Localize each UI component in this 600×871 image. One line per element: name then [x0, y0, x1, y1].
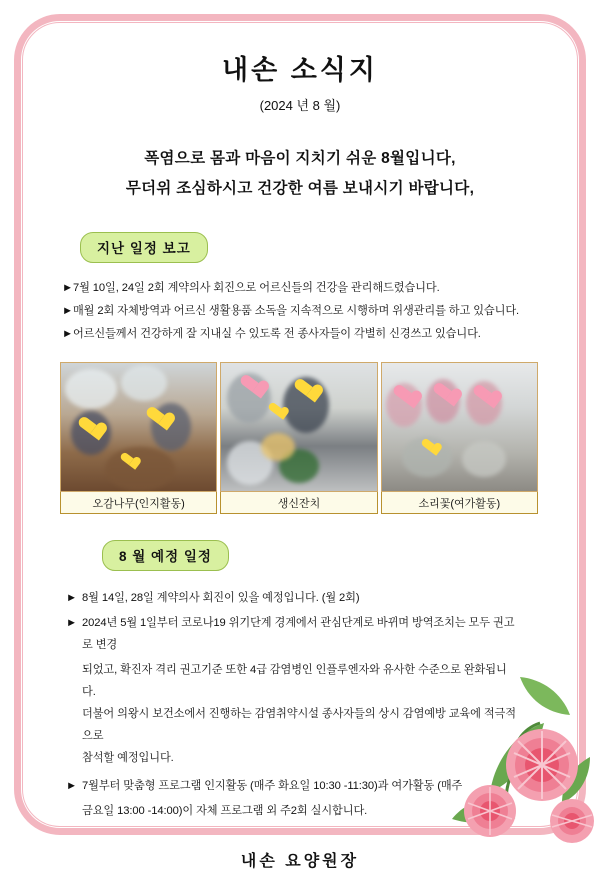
- page-subtitle: (2024 년 8 월): [259, 98, 341, 113]
- bullet-marker: ►: [66, 780, 77, 792]
- plan-item-2-sub-1: 되었고, 확진자 격리 권고기준 또한 4급 감염병인 인플루엔자와 유사한 수준으로 완화됩니다.: [82, 664, 507, 698]
- photo-caption-2: 생신잔치: [220, 492, 377, 514]
- section-badge-august-plan: 8 월 예정 일정: [102, 540, 229, 571]
- activity-photo-1: [60, 362, 217, 492]
- bullet-marker: ►: [66, 592, 77, 604]
- list-item: [66, 775, 516, 797]
- past-item-text-3: ►어르신들께서 건강하게 잘 지내실 수 있도록 전 종사자들이 각별히 신경쓰고 있습니다.: [62, 328, 481, 340]
- past-schedule-list: [62, 277, 560, 346]
- intro-paragraph: [40, 144, 560, 204]
- plan-item-text-2: 2024년 5월 1일부터 코로나19 위기단계 경계에서 관심단계로 바뀌며 방역조치는 모두 권고로 변경: [82, 617, 515, 651]
- plan-item-3-sub-1: 금요일 13:00 -14:00)이 자체 프로그램 외 주2회 실시합니다.: [82, 805, 368, 817]
- plan-item-text-3: 7월부터 맞춤형 프로그램 인지활동 (매주 화요일 10:30 -11:30)과 여가활동 (매주: [82, 780, 463, 792]
- list-item: [62, 323, 560, 346]
- section-badge-past-schedule: 지난 일정 보고: [80, 232, 208, 263]
- list-item: [62, 300, 560, 323]
- photo-gallery: [60, 362, 538, 514]
- photo-caption-1: 오감나무(인지활동): [60, 492, 217, 514]
- page-title: 내손 소식지: [222, 55, 378, 85]
- photo-cell-1: [60, 362, 217, 514]
- list-item: [66, 587, 516, 609]
- photo-cell-2: [220, 362, 377, 514]
- photo-cell-3: [381, 362, 538, 514]
- list-item: [66, 612, 516, 656]
- list-item: [62, 277, 560, 300]
- activity-photo-3: [381, 362, 538, 492]
- past-item-text-2: ►매월 2회 자체방역과 어르신 생활용품 소독을 지속적으로 시행하며 위생관리를 하고 있습니다.: [62, 305, 520, 317]
- activity-photo-2: [220, 362, 377, 492]
- august-plan-list: [66, 587, 516, 822]
- past-item-text-1: ►7월 10일, 24일 2회 계약의사 회진으로 어르신들의 건강을 관리해드렸습니다.: [62, 282, 440, 294]
- photo-caption-3: 소리꽃(여가활동): [381, 492, 538, 514]
- plan-item-2-sub-2: 더불어 의왕시 보건소에서 진행하는 감염취약시설 종사자들의 상시 감염예방 교육에 적극적으로: [82, 708, 516, 742]
- signature-line: 내손 요양원장: [240, 853, 360, 870]
- bullet-marker: ►: [66, 617, 77, 629]
- intro-line-2: 무더위 조심하시고 건강한 여름 보내시기 바랍니다,: [125, 180, 475, 197]
- intro-line-1: 폭염으로 몸과 마음이 지치기 쉬운 8월입니다,: [144, 150, 456, 167]
- plan-item-text-1: 8월 14일, 28일 계약의사 회진이 있을 예정입니다. (월 2회): [82, 592, 360, 604]
- document-content: [40, 34, 560, 870]
- plan-item-2-sub-3: 참석할 예정입니다.: [82, 752, 174, 764]
